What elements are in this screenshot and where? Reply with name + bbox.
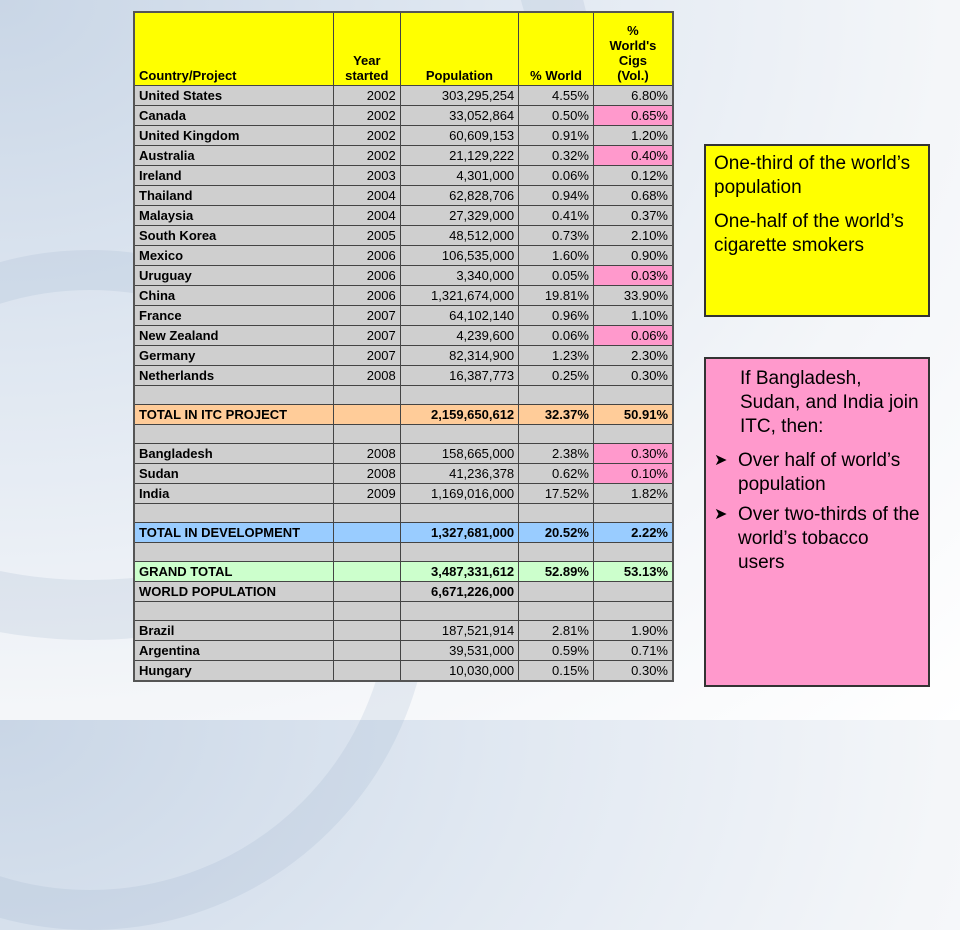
year-cell: 2003 — [333, 166, 400, 186]
empty-cell — [593, 543, 673, 562]
table-row — [134, 306, 673, 326]
table-row — [134, 464, 673, 484]
population-cell: 106,535,000 — [400, 246, 519, 266]
pct-world-cell: 0.50% — [519, 106, 594, 126]
year-cell — [333, 621, 400, 641]
year-cell: 2002 — [333, 126, 400, 146]
pct-world-cell: 19.81% — [519, 286, 594, 306]
table-row — [134, 641, 673, 661]
total-pct-cigs-cell — [593, 582, 673, 602]
empty-cell — [333, 602, 400, 621]
pct-world-cell: 0.15% — [519, 661, 594, 682]
year-cell: 2002 — [333, 86, 400, 106]
country-name-cell: Ireland — [134, 166, 333, 186]
table-row — [134, 266, 673, 286]
empty-cell — [333, 504, 400, 523]
population-cell: 62,828,706 — [400, 186, 519, 206]
table-spacer-row — [134, 504, 673, 523]
itc-total-row — [134, 405, 673, 425]
header-population: Population — [400, 12, 519, 86]
header-country: Country/Project — [134, 12, 333, 86]
table-row — [134, 226, 673, 246]
year-cell: 2008 — [333, 366, 400, 386]
pct-cigs-cell: 2.10% — [593, 226, 673, 246]
table-spacer-row — [134, 602, 673, 621]
population-cell: 27,329,000 — [400, 206, 519, 226]
table-spacer-row — [134, 386, 673, 405]
population-cell: 48,512,000 — [400, 226, 519, 246]
pct-cigs-cell: 0.06% — [593, 326, 673, 346]
bullet-item — [714, 449, 920, 497]
pct-world-cell: 0.96% — [519, 306, 594, 326]
table-row — [134, 186, 673, 206]
pct-world-cell: 0.06% — [519, 166, 594, 186]
table-row — [134, 246, 673, 266]
development-intro: If Bangladesh, Sudan, and India join ITC, then: — [740, 368, 919, 437]
arrow-bullet-icon: ➤ — [714, 506, 728, 523]
empty-cell — [333, 543, 400, 562]
year-cell — [333, 582, 400, 602]
country-name-cell: Brazil — [134, 621, 333, 641]
population-cell: 4,301,000 — [400, 166, 519, 186]
year-cell: 2007 — [333, 326, 400, 346]
header-pct-world: % World — [519, 12, 594, 86]
table-row — [134, 661, 673, 682]
table-row — [134, 286, 673, 306]
total-pct-world-cell: 32.37% — [519, 405, 594, 425]
country-name-cell: France — [134, 306, 333, 326]
pct-world-cell: 0.62% — [519, 464, 594, 484]
year-cell: 2009 — [333, 484, 400, 504]
empty-cell — [134, 504, 333, 523]
total-label-cell: TOTAL IN DEVELOPMENT — [134, 523, 333, 543]
pct-world-cell: 0.06% — [519, 326, 594, 346]
pct-world-cell: 0.41% — [519, 206, 594, 226]
pct-world-cell: 0.05% — [519, 266, 594, 286]
empty-cell — [519, 543, 594, 562]
bullet-text: Over two-thirds of the world’s tobacco users — [738, 504, 920, 573]
dev-total-row — [134, 523, 673, 543]
country-name-cell: China — [134, 286, 333, 306]
table-row — [134, 326, 673, 346]
country-name-cell: Australia — [134, 146, 333, 166]
empty-cell — [593, 504, 673, 523]
year-cell: 2006 — [333, 286, 400, 306]
pct-cigs-cell: 1.20% — [593, 126, 673, 146]
pct-cigs-cell: 33.90% — [593, 286, 673, 306]
header-year: Year started — [333, 12, 400, 86]
empty-cell — [519, 602, 594, 621]
total-label-cell: GRAND TOTAL — [134, 562, 333, 582]
empty-cell — [134, 543, 333, 562]
table-row — [134, 106, 673, 126]
population-cell: 1,169,016,000 — [400, 484, 519, 504]
empty-cell — [400, 425, 519, 444]
pct-cigs-cell: 0.12% — [593, 166, 673, 186]
country-name-cell: Uruguay — [134, 266, 333, 286]
table-row — [134, 206, 673, 226]
pct-world-cell: 2.81% — [519, 621, 594, 641]
country-name-cell: Argentina — [134, 641, 333, 661]
population-cell: 3,340,000 — [400, 266, 519, 286]
empty-cell — [400, 386, 519, 405]
pct-cigs-cell: 0.68% — [593, 186, 673, 206]
total-population-cell: 1,327,681,000 — [400, 523, 519, 543]
pct-cigs-cell: 1.90% — [593, 621, 673, 641]
empty-cell — [593, 602, 673, 621]
population-cell: 64,102,140 — [400, 306, 519, 326]
table-row — [134, 444, 673, 464]
table-spacer-row — [134, 543, 673, 562]
pct-cigs-cell: 0.30% — [593, 444, 673, 464]
total-label-cell: WORLD POPULATION — [134, 582, 333, 602]
table-header-row — [134, 12, 673, 86]
country-name-cell: South Korea — [134, 226, 333, 246]
pct-world-cell: 0.32% — [519, 146, 594, 166]
country-name-cell: New Zealand — [134, 326, 333, 346]
pct-world-cell: 1.60% — [519, 246, 594, 266]
year-cell — [333, 661, 400, 682]
year-cell: 2006 — [333, 266, 400, 286]
total-pct-cigs-cell: 2.22% — [593, 523, 673, 543]
pct-world-cell: 17.52% — [519, 484, 594, 504]
pct-cigs-cell: 1.10% — [593, 306, 673, 326]
grand-total-row — [134, 562, 673, 582]
table-row — [134, 86, 673, 106]
population-cell: 21,129,222 — [400, 146, 519, 166]
country-name-cell: Bangladesh — [134, 444, 333, 464]
country-name-cell: Germany — [134, 346, 333, 366]
year-cell: 2004 — [333, 186, 400, 206]
empty-cell — [134, 602, 333, 621]
pct-cigs-cell: 6.80% — [593, 86, 673, 106]
total-label-cell: TOTAL IN ITC PROJECT — [134, 405, 333, 425]
pct-cigs-cell: 0.65% — [593, 106, 673, 126]
itc-country-table — [133, 11, 674, 682]
pct-world-cell: 0.59% — [519, 641, 594, 661]
pct-cigs-cell: 1.82% — [593, 484, 673, 504]
total-pct-cigs-cell: 50.91% — [593, 405, 673, 425]
population-cell: 60,609,153 — [400, 126, 519, 146]
population-cell: 39,531,000 — [400, 641, 519, 661]
year-cell: 2006 — [333, 246, 400, 266]
empty-cell — [593, 425, 673, 444]
country-name-cell: United Kingdom — [134, 126, 333, 146]
bullet-text: Over half of world’s population — [738, 450, 901, 495]
year-cell — [333, 405, 400, 425]
year-cell — [333, 641, 400, 661]
population-cell: 158,665,000 — [400, 444, 519, 464]
total-pct-cigs-cell: 53.13% — [593, 562, 673, 582]
total-population-cell: 6,671,226,000 — [400, 582, 519, 602]
empty-cell — [134, 425, 333, 444]
pct-world-cell: 0.73% — [519, 226, 594, 246]
empty-cell — [519, 386, 594, 405]
population-cell: 1,321,674,000 — [400, 286, 519, 306]
world-pop-row — [134, 582, 673, 602]
empty-cell — [333, 425, 400, 444]
pct-cigs-cell: 0.03% — [593, 266, 673, 286]
population-cell: 16,387,773 — [400, 366, 519, 386]
pct-cigs-cell: 2.30% — [593, 346, 673, 366]
year-cell: 2005 — [333, 226, 400, 246]
table-row — [134, 484, 673, 504]
table-row — [134, 346, 673, 366]
pct-world-cell: 4.55% — [519, 86, 594, 106]
year-cell — [333, 523, 400, 543]
pct-world-cell: 0.94% — [519, 186, 594, 206]
country-name-cell: Mexico — [134, 246, 333, 266]
empty-cell — [134, 386, 333, 405]
pct-world-cell: 2.38% — [519, 444, 594, 464]
empty-cell — [593, 386, 673, 405]
country-name-cell: Thailand — [134, 186, 333, 206]
table-row — [134, 366, 673, 386]
table-row — [134, 621, 673, 641]
country-name-cell: Hungary — [134, 661, 333, 682]
year-cell: 2008 — [333, 444, 400, 464]
population-cell: 82,314,900 — [400, 346, 519, 366]
pct-cigs-cell: 0.37% — [593, 206, 673, 226]
summary-line-population: One-third of the world’s population — [714, 153, 911, 198]
population-cell: 10,030,000 — [400, 661, 519, 682]
empty-cell — [400, 504, 519, 523]
pct-cigs-cell: 0.90% — [593, 246, 673, 266]
year-cell: 2007 — [333, 306, 400, 326]
pct-cigs-cell: 0.30% — [593, 661, 673, 682]
empty-cell — [400, 543, 519, 562]
empty-cell — [400, 602, 519, 621]
population-cell: 303,295,254 — [400, 86, 519, 106]
header-pct-cigs: % World's Cigs (Vol.) — [593, 12, 673, 86]
country-name-cell: India — [134, 484, 333, 504]
pct-cigs-cell: 0.71% — [593, 641, 673, 661]
year-cell: 2002 — [333, 106, 400, 126]
arrow-bullet-icon: ➤ — [714, 452, 728, 469]
year-cell — [333, 562, 400, 582]
empty-cell — [519, 504, 594, 523]
table-spacer-row — [134, 425, 673, 444]
total-population-cell: 3,487,331,612 — [400, 562, 519, 582]
pct-world-cell: 0.91% — [519, 126, 594, 146]
population-cell: 33,052,864 — [400, 106, 519, 126]
table-row — [134, 146, 673, 166]
year-cell: 2008 — [333, 464, 400, 484]
table-row — [134, 166, 673, 186]
total-pct-world-cell: 52.89% — [519, 562, 594, 582]
bullet-item — [714, 503, 920, 575]
country-name-cell: United States — [134, 86, 333, 106]
country-name-cell: Sudan — [134, 464, 333, 484]
country-name-cell: Malaysia — [134, 206, 333, 226]
year-cell: 2004 — [333, 206, 400, 226]
pct-cigs-cell: 0.40% — [593, 146, 673, 166]
total-pct-world-cell: 20.52% — [519, 523, 594, 543]
country-name-cell: Netherlands — [134, 366, 333, 386]
total-population-cell: 2,159,650,612 — [400, 405, 519, 425]
itc-summary-box — [704, 144, 930, 317]
development-summary-box — [704, 357, 930, 687]
population-cell: 187,521,914 — [400, 621, 519, 641]
pct-cigs-cell: 0.30% — [593, 366, 673, 386]
total-pct-world-cell — [519, 582, 594, 602]
summary-line-smokers: One-half of the world’s cigarette smokers — [714, 211, 904, 256]
empty-cell — [519, 425, 594, 444]
year-cell: 2007 — [333, 346, 400, 366]
pct-world-cell: 1.23% — [519, 346, 594, 366]
population-cell: 41,236,378 — [400, 464, 519, 484]
country-name-cell: Canada — [134, 106, 333, 126]
year-cell: 2002 — [333, 146, 400, 166]
empty-cell — [333, 386, 400, 405]
population-cell: 4,239,600 — [400, 326, 519, 346]
pct-world-cell: 0.25% — [519, 366, 594, 386]
table-row — [134, 126, 673, 146]
pct-cigs-cell: 0.10% — [593, 464, 673, 484]
